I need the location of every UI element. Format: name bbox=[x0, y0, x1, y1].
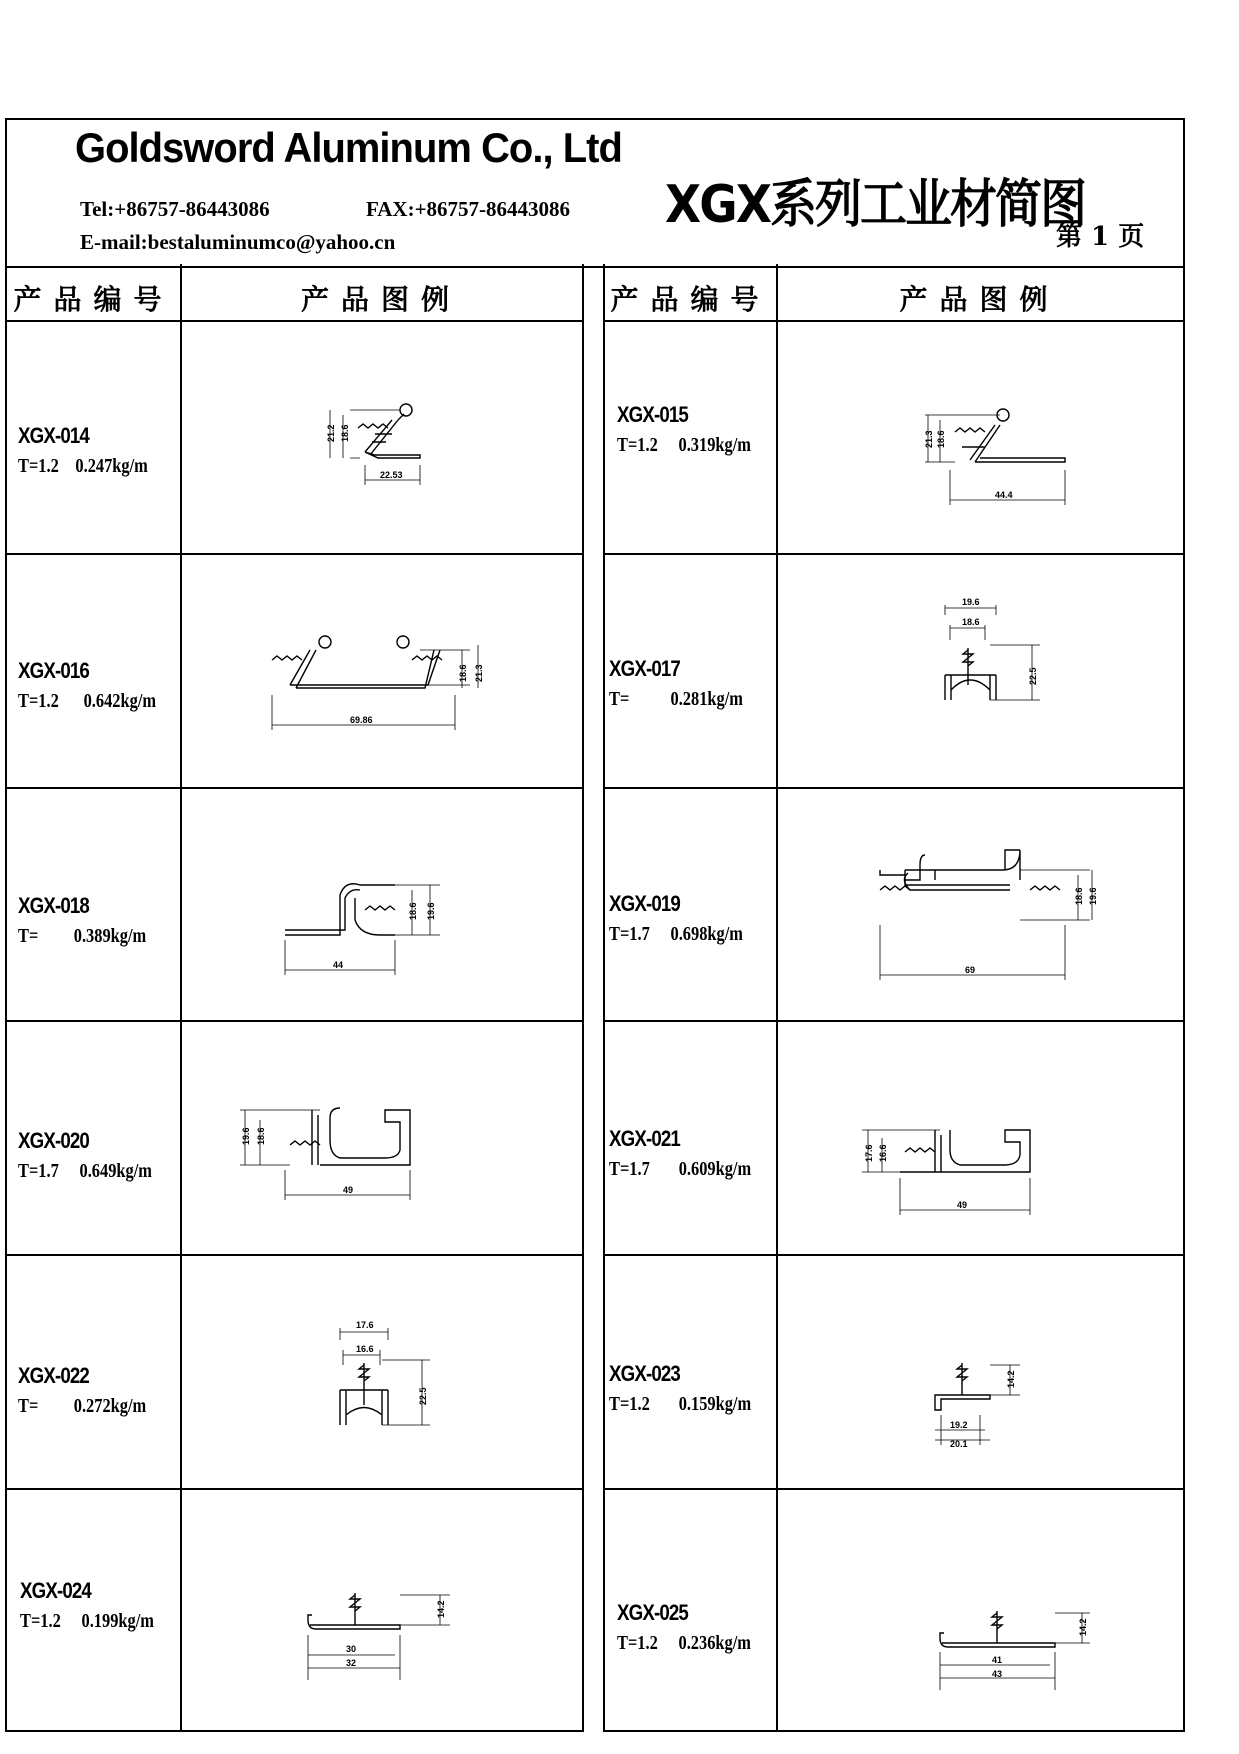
dim-label: 43 bbox=[992, 1669, 1003, 1679]
dim-label: 16.6 bbox=[878, 1144, 888, 1162]
dim-label: 22.5 bbox=[418, 1387, 428, 1405]
right-code-header: 产品编号 bbox=[610, 283, 771, 316]
dim-label: 19.6 bbox=[426, 902, 436, 920]
right-figure-header: 产品图例 bbox=[899, 283, 1060, 316]
dim-label: 18.6 bbox=[1074, 887, 1084, 905]
thickness: T=1.7 bbox=[609, 1158, 650, 1180]
weight: 0.272kg/m bbox=[73, 1395, 147, 1417]
product-code: XGX-020 bbox=[18, 1128, 89, 1153]
dim-label: 30 bbox=[346, 1644, 357, 1654]
profile-xgx-022 bbox=[340, 1320, 430, 1425]
thickness: T=1.7 bbox=[18, 1160, 59, 1182]
thickness: T=1.2 bbox=[617, 1632, 658, 1654]
dim-label: 21.2 bbox=[326, 424, 336, 442]
profile-xgx-024 bbox=[308, 1593, 450, 1680]
dim-label: 19.6 bbox=[241, 1127, 251, 1145]
thickness: T=1.7 bbox=[609, 923, 650, 945]
dim-label: 44 bbox=[333, 960, 344, 970]
dim-label: 21.3 bbox=[474, 664, 484, 682]
dim-label: 22.5 bbox=[1028, 667, 1038, 685]
dim-label: 17.6 bbox=[864, 1144, 874, 1162]
profile-xgx-015 bbox=[924, 409, 1065, 505]
weight: 0.236kg/m bbox=[678, 1632, 751, 1654]
dim-label: 44.4 bbox=[995, 490, 1013, 500]
dim-label: 49 bbox=[957, 1200, 968, 1210]
document-title: XGX系列工业材简图 bbox=[665, 175, 1086, 235]
product-code: XGX-018 bbox=[18, 893, 89, 918]
product-code: XGX-017 bbox=[609, 656, 680, 681]
dim-label: 14.2 bbox=[436, 1600, 446, 1618]
fax-number: FAX:+86757-86443086 bbox=[366, 197, 571, 221]
thickness: T= bbox=[18, 1395, 39, 1417]
dim-label: 69 bbox=[965, 965, 976, 975]
dim-label: 16.6 bbox=[356, 1344, 374, 1354]
profile-xgx-025 bbox=[940, 1611, 1090, 1690]
weight: 0.159kg/m bbox=[678, 1393, 752, 1415]
product-code: XGX-021 bbox=[609, 1126, 680, 1151]
dim-label: 18.6 bbox=[962, 617, 980, 627]
thickness: T=1.2 bbox=[18, 455, 59, 477]
product-code: XGX-015 bbox=[617, 402, 688, 427]
profile-xgx-021 bbox=[862, 1130, 1030, 1215]
weight: 0.698kg/m bbox=[670, 923, 743, 945]
thickness: T= bbox=[609, 688, 630, 710]
thickness: T= bbox=[18, 925, 39, 947]
weight: 0.642kg/m bbox=[83, 690, 157, 712]
dim-label: 21.3 bbox=[924, 430, 934, 448]
dim-label: 32 bbox=[346, 1658, 357, 1668]
dim-label: 18.6 bbox=[458, 664, 468, 682]
weight: 0.609kg/m bbox=[678, 1158, 752, 1180]
weight: 0.199kg/m bbox=[81, 1610, 154, 1632]
company-name: Goldsword Aluminum Co., Ltd bbox=[75, 124, 622, 171]
profile-xgx-014 bbox=[326, 404, 420, 485]
dim-label: 14.2 bbox=[1006, 1370, 1016, 1388]
left-code-header: 产品编号 bbox=[13, 283, 174, 316]
dim-label: 69.86 bbox=[350, 715, 373, 725]
profile-xgx-017 bbox=[945, 597, 1040, 700]
weight: 0.247kg/m bbox=[75, 455, 148, 477]
product-code: XGX-022 bbox=[18, 1363, 89, 1388]
dim-label: 18.6 bbox=[408, 902, 418, 920]
profile-xgx-020 bbox=[240, 1108, 410, 1200]
dim-label: 18.6 bbox=[936, 430, 946, 448]
dim-label: 17.6 bbox=[356, 1320, 374, 1330]
dim-label: 19.6 bbox=[962, 597, 980, 607]
profile-xgx-016 bbox=[272, 636, 484, 730]
weight: 0.649kg/m bbox=[79, 1160, 152, 1182]
tel-number: Tel:+86757-86443086 bbox=[80, 197, 270, 221]
dim-label: 14.2 bbox=[1078, 1618, 1088, 1636]
dim-label: 49 bbox=[343, 1185, 354, 1195]
product-code: XGX-019 bbox=[609, 891, 680, 916]
dim-label: 18.6 bbox=[340, 424, 350, 442]
thickness: T=1.2 bbox=[609, 1393, 650, 1415]
product-code: XGX-023 bbox=[609, 1361, 680, 1386]
weight: 0.319kg/m bbox=[678, 434, 751, 456]
product-code: XGX-014 bbox=[18, 423, 89, 448]
thickness: T=1.2 bbox=[20, 1610, 61, 1632]
product-code: XGX-016 bbox=[18, 658, 89, 683]
email-address: E-mail:bestaluminumco@yahoo.cn bbox=[80, 230, 396, 254]
dim-label: 41 bbox=[992, 1655, 1003, 1665]
profile-xgx-019 bbox=[880, 850, 1098, 980]
profile-xgx-018 bbox=[285, 884, 440, 975]
weight: 0.389kg/m bbox=[73, 925, 147, 947]
weight: 0.281kg/m bbox=[670, 688, 743, 710]
page-number: 第 1 页 bbox=[1056, 222, 1145, 252]
dim-label: 22.53 bbox=[380, 470, 403, 480]
dim-label: 18.6 bbox=[256, 1127, 266, 1145]
profile-xgx-023 bbox=[935, 1363, 1020, 1449]
dim-label: 20.1 bbox=[950, 1439, 968, 1449]
product-code: XGX-025 bbox=[617, 1600, 688, 1625]
thickness: T=1.2 bbox=[18, 690, 59, 712]
dim-label: 19.6 bbox=[1088, 887, 1098, 905]
dim-label: 19.2 bbox=[950, 1420, 968, 1430]
left-figure-header: 产品图例 bbox=[300, 283, 461, 316]
product-code: XGX-024 bbox=[20, 1578, 91, 1603]
thickness: T=1.2 bbox=[617, 434, 658, 456]
